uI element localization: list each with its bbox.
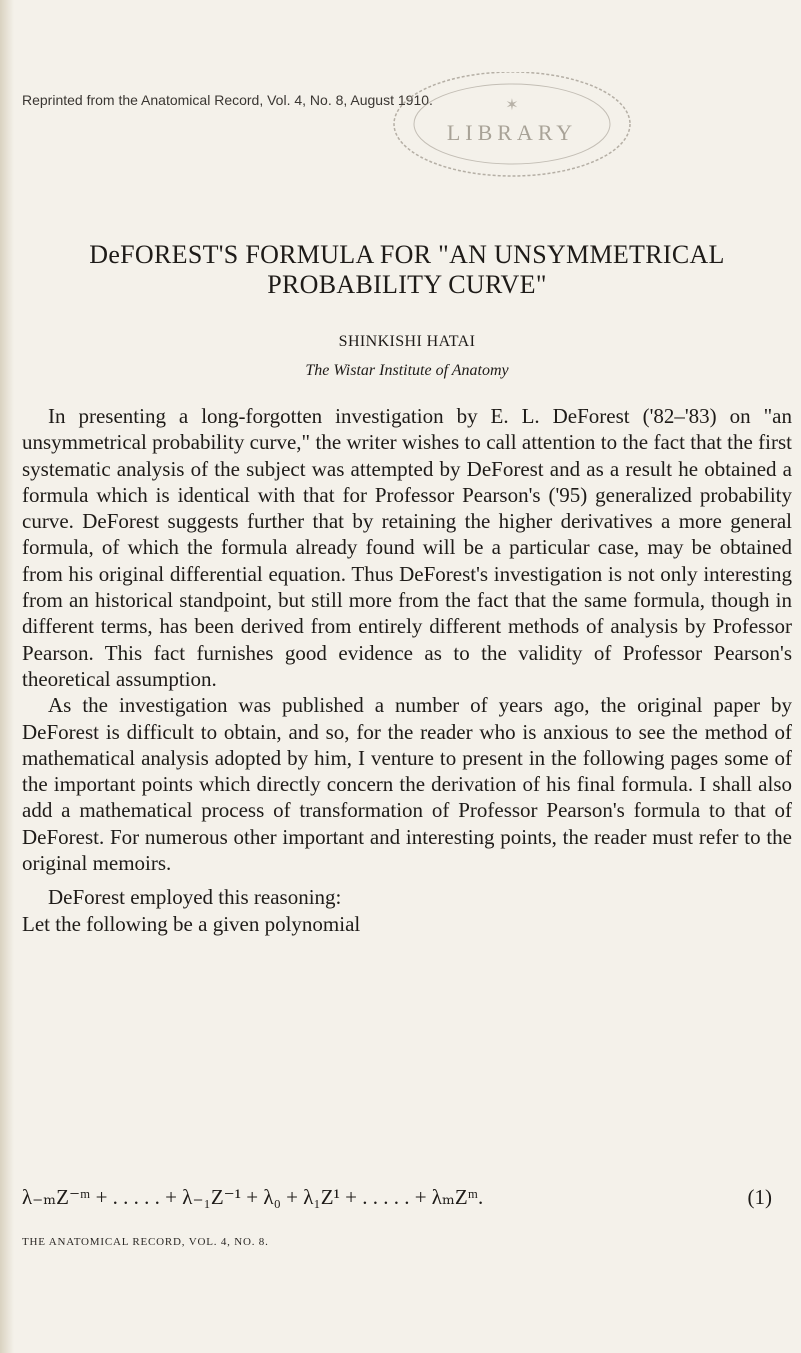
title-line-1: DeFOREST'S FORMULA FOR "AN UNSYMMETRICAL [89,240,725,269]
author-name: SHINKISHI HATAI [338,333,476,350]
stamp-text: LIBRARY [446,120,578,145]
paragraph-reasoning: DeForest employed this reasoning: [48,885,342,910]
paragraph-polynomial: Let the following be a given polynomial [22,911,361,936]
paragraph-intro: In presenting a long-forgotten investigation by E. L. DeForest ('82–'83) on "an unsymmetrical probability curve," the writer wishes to call attention to the fact that the first systematic analysis of the subject was attempted by DeForest and as a result he obtained a formula which is identical with that for Professor Pearson's ('95) generalized probability curve. DeForest suggests further that by retaining the higher derivatives a more general formula, of which the formula already found will be a particular case, may be obtained from his original differential equation. Thus DeForest's investigation is not only interesting from an historical standpoint, but still more from the fact that the same formula, though in different terms, has been derived from entirely different methods of analysis by Professor Pearson. This fact furnishes good evidence as to the validity of Professor Pearson's theoretical assumption. [22,404,792,691]
title-line-2: PROBABILITY CURVE" [267,270,547,299]
journal-footer: THE ANATOMICAL RECORD, VOL. 4, NO. 8. [22,1236,269,1248]
paragraph-purpose: As the investigation was published a number of years ago, the original paper by DeForest is difficult to obtain, and so, for the reader who is anxious to see the method of mathematical analysis adopted by him, I venture to present in the following pages some of the important points which directly concern the derivation of his final formula. I shall also add a mathematical process of transformation of Professor Pearson's formula to that of DeForest. For numerous other important and interesting points, the reader must refer to the original memoirs. [22,693,792,876]
equation-number: (1) [747,1185,772,1209]
library-stamp-icon [372,72,652,184]
equation-expression: λ₋ₘZ⁻ᵐ + . . . . . + λ₋₁Z⁻¹ + λ₀ + λ₁Z¹ + . . . . . + λₘZᵐ. [22,1185,484,1209]
binding-edge [0,0,14,1353]
author-affiliation: The Wistar Institute of Anatomy [305,362,509,379]
paper-title [22,240,792,300]
equation-1 [22,1185,792,1210]
svg-text:✶: ✶ [505,97,519,114]
reprint-notice: Reprinted from the Anatomical Record, Vol. 4, No. 8, August 1910. [22,92,433,108]
body-text [22,403,792,937]
